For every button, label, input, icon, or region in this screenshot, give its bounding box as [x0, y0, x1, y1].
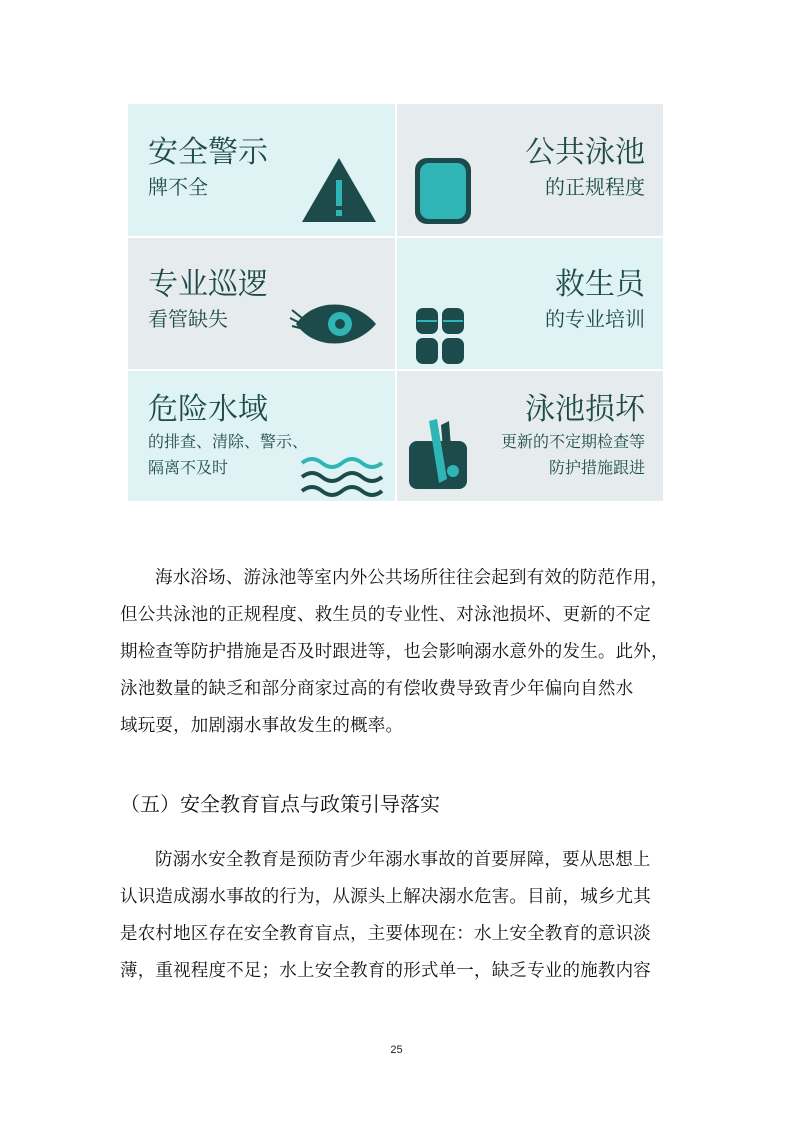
paragraph-line: 但公共泳池的正规程度、救生员的专业性、对泳池损坏、更新的不定 [120, 605, 651, 625]
paragraph-line: 防溺水安全教育是预防青少年溺水事故的首要屏障，要从思想上 [155, 850, 651, 870]
cell-lifeguard [397, 238, 663, 369]
eye-icon [288, 290, 380, 356]
cell-public-pool [397, 104, 663, 236]
cell-title: 泳池损坏 [525, 392, 645, 427]
paragraph-line: 海水浴场、游泳池等室内外公共场所往往会起到有效的防范作用， [155, 568, 669, 588]
cell-subtitle: 的正规程度 [545, 175, 645, 199]
paragraph-pool-safety [120, 560, 680, 745]
cell-subtitle: 牌不全 [148, 175, 208, 199]
cell-subtitle-line1: 更新的不定期检查等 [500, 432, 645, 451]
drowning-causes-infographic [128, 104, 663, 501]
paragraph-line: 域玩耍，加剧溺水事故发生的概率。 [120, 716, 404, 736]
paragraph-line: 认识造成溺水事故的行为，从源头上解决溺水危害。目前，城乡尤其 [120, 887, 651, 907]
page-number: 25 [390, 1044, 403, 1056]
cell-patrol [128, 238, 395, 369]
cell-title: 救生员 [555, 267, 645, 302]
paragraph-line: 薄，重视程度不足；水上安全教育的形式单一，缺乏专业的施教内容 [120, 961, 651, 981]
cell-subtitle: 的专业培训 [545, 307, 645, 331]
cell-safety-signs [128, 104, 395, 236]
pool-square-icon [413, 156, 473, 226]
cell-title: 危险水域 [148, 392, 268, 427]
cell-title: 安全警示 [148, 135, 268, 170]
section-heading: （五）安全教育盲点与政策引导落实 [120, 792, 440, 816]
cell-title: 公共泳池 [525, 135, 645, 170]
cell-subtitle-line1: 的排查、清除、警示、 [148, 432, 309, 451]
cell-title: 专业巡逻 [148, 267, 268, 302]
lifeguard-blocks-icon [415, 306, 465, 366]
cell-subtitle: 看管缺失 [148, 307, 228, 331]
cell-subtitle-line2: 隔离不及时 [148, 458, 229, 477]
paragraph-line: 泳池数量的缺乏和部分商家过高的有偿收费导致青少年偏向自然水 [120, 679, 634, 699]
cell-dangerous-waters [128, 371, 395, 501]
paragraph-line: 是农村地区存在安全教育盲点，主要体现在：水上安全教育的意识淡 [120, 924, 651, 944]
paragraph-safety-education [120, 842, 680, 990]
warning-triangle-icon [300, 156, 378, 224]
broken-tools-icon [407, 417, 469, 491]
cell-subtitle-line2: 防护措施跟进 [548, 458, 645, 477]
cell-pool-damage [397, 371, 663, 501]
water-waves-icon [300, 455, 386, 499]
paragraph-line: 期检查等防护措施是否及时跟进等，也会影响溺水意外的发生。此外， [120, 642, 669, 662]
